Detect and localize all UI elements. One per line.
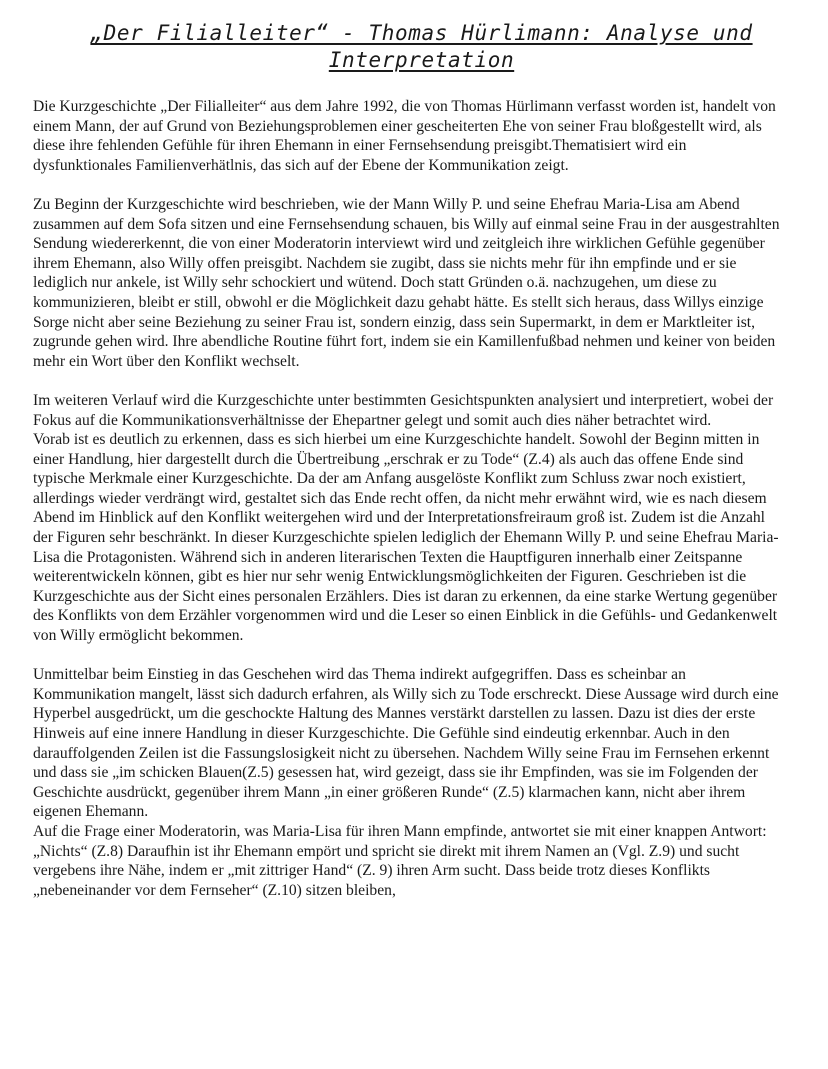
document-title: „Der Filialleiter“ - Thomas Hürlimann: Analyse und Interpretation	[90, 21, 753, 72]
paragraph-summary: Zu Beginn der Kurzgeschichte wird beschrieben, wie der Mann Willy P. und seine Ehefrau Maria-Lisa am Abend zusammen auf dem Sofa sitzen und eine Fernsehsendung schauen, bis Willy auf einmal seine Frau in der ausgestrahlten Sendung wiedererkennt, die von einer Moderatorin interviewt wird und zeitgleich ihre wirklichen Gefühle gegenüber ihrem Ehemann, also Willy offen preisgibt. Nachdem sie zugibt, dass sie nichts mehr für ihn empfinde und er sie lediglich nur ankele, ist Willy sehr schockiert und wütend. Doch statt Gründen o.ä. nachzugehen, um diese zu kommunizieren, bleibt er still, obwohl er die Möglichkeit dazu gehabt hätte. Es stellt sich heraus, dass Willys einzige Sorge nicht aber seine Beziehung zu seiner Frau ist, sondern einzig, dass sein Supermarkt, in dem er Marktleiter ist, zugrunde gehen wird. Ihre abendliche Routine führt fort, indem sie ein Kamillenfußbad nehmen und keiner von beiden mehr ein Wort über den Konflikt wechselt.	[33, 195, 780, 370]
paragraph-moderator-question: Auf die Frage einer Moderatorin, was Maria-Lisa für ihren Mann empfinde, antwortet sie mit einer knappen Antwort: „Nichts“ (Z.8) Daraufhin ist ihr Ehemann empört und spricht sie direkt mit ihrem Namen an (Vgl. Z.9) und sucht vergebens ihre Nähe, indem er „mit zittriger Hand“ (Z. 9) ihren Arm sucht. Dass beide trotz dieses Konflikts „nebeneinander vor dem Fernseher“ (Z.10) sitzen bleiben,	[33, 822, 767, 899]
paragraph-gap	[33, 371, 788, 391]
paragraph-introduction: Die Kurzgeschichte „Der Filialleiter“ aus dem Jahre 1992, die von Thomas Hürlimann verfasst worden ist, handelt von einem Mann, der auf Grund von Beziehungsproblemen einer gescheiterten Ehe von seiner Frau bloßgestellt wird, als diese ihre fehlenden Gefühle für ihren Ehemann in einer Fernsehsendung preisgibt.Thematisiert wird ein dysfunktionales Familienverhätlnis, das sich auf der Ebene der Kommunikation zeigt.	[33, 98, 776, 174]
paragraph-genre-features: Vorab ist es deutlich zu erkennen, dass es sich hierbei um eine Kurzgeschichte handelt. Sowohl der Beginn mitten in einer Handlung, hier dargestellt durch die Übertreibung „erschrak er zu Tode“ (Z.4) als auch das offene Ende sind typische Merkmale einer Kurzgeschichte. Da der am Anfang ausgelöste Konflikt zum Schluss zwar noch existiert, allerdings wieder verdrängt wird, gestaltet sich das Ende recht offen, da nicht mehr erwähnt wird, wie es nach diesem Abend im Hinblick auf den Konflikt weitergehen wird und der Interpretationsfreiraum groß ist. Zudem ist die Anzahl der Figuren sehr beschränkt. In dieser Kurzgeschichte spielen lediglich der Ehemann Willy P. und seine Ehefrau Maria-Lisa die Protagonisten. Während sich in anderen literarischen Texten die Hauptfiguren innerhalb einer Zeitspanne weiterentwickeln können, gibt es hier nur sehr wenig Entwicklungsmöglichkeiten der Figuren. Geschrieben ist die Kurzgeschichte aus der Sicht eines personalen Erzählers. Dies ist daran zu erkennen, da eine starke Wertung gegenüber des Konflikts von dem Erzähler vorgenommen wird und die Leser so einen Einblick in die Gefühls- und Gedankenwelt von Willy ermöglicht bekommen.	[33, 431, 779, 645]
paragraph-gap	[33, 175, 788, 195]
paragraph-analysis-intro: Im weiteren Verlauf wird die Kurzgeschichte unter bestimmten Gesichtspunkten analysiert und interpretiert, wobei der Fokus auf die Kommunikationsverhältnisse der Ehepartner gelegt und somit auch dies näher betrachtet wird.	[33, 391, 774, 429]
paragraph-opening-analysis: Unmittelbar beim Einstieg in das Geschehen wird das Thema indirekt aufgegriffen. Dass es scheinbar an Kommunikation mangelt, lässt sich dadurch erfahren, als Willy sich zu Tode erschreckt. Diese Aussage wird durch eine Hyperbel ausgedrückt, um die geschockte Haltung des Mannes verstärkt darstellen zu lassen. Dazu ist dies der erste Hinweis auf eine innere Handlung in dieser Kurzgeschichte. Die Gefühle sind eindeutig erkennbar. Auch in den darauffolgenden Zeilen ist die Fassungslosigkeit nicht zu übersehen. Nachdem Willy seine Frau im Fernsehen erkennt und dass sie „im schicken Blauen(Z.5) gesessen hat, wird gezeigt, dass sie ihr Empfinden, was sie im Folgenden der Geschichte ausdrückt, gegenüber ihrem Mann „in einer größeren Runde“ (Z.5) klarmachen kann, nicht aber ihrem eigenen Ehemann.	[33, 666, 779, 821]
paragraph-gap	[33, 646, 788, 666]
